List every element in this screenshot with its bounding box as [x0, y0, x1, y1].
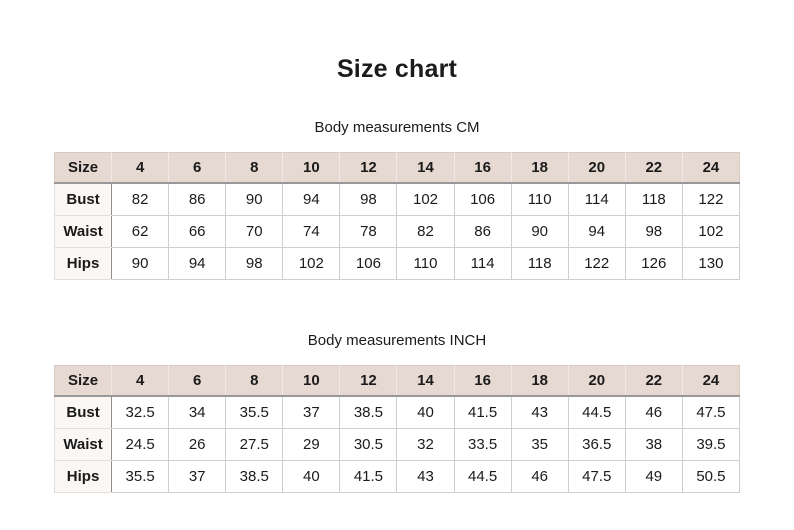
value-cell: 126 [625, 248, 682, 280]
header-row [55, 153, 740, 184]
value-cell: 27.5 [226, 429, 283, 461]
value-cell: 94 [169, 248, 226, 280]
row-label: Hips [55, 461, 112, 493]
value-cell: 62 [112, 216, 169, 248]
cm-table-subtitle: Body measurements CM [314, 119, 480, 136]
value-cell: 130 [682, 248, 739, 280]
size-column-header: 24 [682, 153, 739, 184]
value-cell: 90 [226, 183, 283, 216]
row-label: Bust [55, 183, 112, 216]
size-column-header: 4 [112, 153, 169, 184]
value-cell: 44.5 [454, 461, 511, 493]
inch-measurements-table [54, 365, 740, 493]
size-column-header: 6 [169, 366, 226, 397]
value-cell: 114 [568, 183, 625, 216]
value-cell: 49 [625, 461, 682, 493]
value-cell: 66 [169, 216, 226, 248]
value-cell: 118 [511, 248, 568, 280]
value-cell: 86 [454, 216, 511, 248]
value-cell: 24.5 [112, 429, 169, 461]
value-cell: 82 [112, 183, 169, 216]
table-row [55, 396, 740, 429]
inch-table-subtitle: Body measurements INCH [307, 332, 487, 349]
value-cell: 114 [454, 248, 511, 280]
value-cell: 98 [226, 248, 283, 280]
cm-measurements-section [0, 120, 794, 280]
value-cell: 90 [511, 216, 568, 248]
size-column-header: 12 [340, 366, 397, 397]
value-cell: 46 [625, 396, 682, 429]
row-label: Bust [55, 396, 112, 429]
size-column-header: 16 [454, 153, 511, 184]
value-cell: 94 [283, 183, 340, 216]
size-column-header: 16 [454, 366, 511, 397]
value-cell: 98 [340, 183, 397, 216]
header-row [55, 366, 740, 397]
size-column-header: 8 [226, 366, 283, 397]
value-cell: 37 [283, 396, 340, 429]
value-cell: 37 [169, 461, 226, 493]
value-cell: 35.5 [226, 396, 283, 429]
value-cell: 47.5 [682, 396, 739, 429]
size-column-header: 6 [169, 153, 226, 184]
row-label: Waist [55, 216, 112, 248]
value-cell: 94 [568, 216, 625, 248]
value-cell: 74 [283, 216, 340, 248]
size-column-header: 22 [625, 366, 682, 397]
value-cell: 34 [169, 396, 226, 429]
size-column-header: 14 [397, 366, 454, 397]
value-cell: 35.5 [112, 461, 169, 493]
size-column-header: 24 [682, 366, 739, 397]
value-cell: 70 [226, 216, 283, 248]
value-cell: 98 [625, 216, 682, 248]
size-column-header: 8 [226, 153, 283, 184]
value-cell: 86 [169, 183, 226, 216]
value-cell: 102 [283, 248, 340, 280]
row-label: Hips [55, 248, 112, 280]
size-column-header: 20 [568, 366, 625, 397]
value-cell: 44.5 [568, 396, 625, 429]
table-row [55, 248, 740, 280]
size-header-cell: Size [55, 366, 112, 397]
value-cell: 41.5 [454, 396, 511, 429]
size-header-cell: Size [55, 153, 112, 184]
size-column-header: 14 [397, 153, 454, 184]
value-cell: 102 [682, 216, 739, 248]
value-cell: 102 [397, 183, 454, 216]
value-cell: 40 [397, 396, 454, 429]
value-cell: 90 [112, 248, 169, 280]
value-cell: 106 [454, 183, 511, 216]
value-cell: 26 [169, 429, 226, 461]
value-cell: 40 [283, 461, 340, 493]
size-column-header: 22 [625, 153, 682, 184]
value-cell: 36.5 [568, 429, 625, 461]
value-cell: 39.5 [682, 429, 739, 461]
value-cell: 106 [340, 248, 397, 280]
value-cell: 35 [511, 429, 568, 461]
value-cell: 29 [283, 429, 340, 461]
value-cell: 30.5 [340, 429, 397, 461]
value-cell: 38 [625, 429, 682, 461]
value-cell: 32 [397, 429, 454, 461]
size-column-header: 10 [283, 366, 340, 397]
value-cell: 32.5 [112, 396, 169, 429]
size-column-header: 12 [340, 153, 397, 184]
row-label: Waist [55, 429, 112, 461]
table-row [55, 429, 740, 461]
value-cell: 82 [397, 216, 454, 248]
value-cell: 41.5 [340, 461, 397, 493]
value-cell: 46 [511, 461, 568, 493]
value-cell: 50.5 [682, 461, 739, 493]
value-cell: 38.5 [226, 461, 283, 493]
table-row [55, 183, 740, 216]
value-cell: 43 [511, 396, 568, 429]
value-cell: 110 [397, 248, 454, 280]
table-row [55, 461, 740, 493]
size-column-header: 20 [568, 153, 625, 184]
value-cell: 122 [568, 248, 625, 280]
inch-measurements-section [0, 333, 794, 493]
value-cell: 43 [397, 461, 454, 493]
size-column-header: 10 [283, 153, 340, 184]
value-cell: 38.5 [340, 396, 397, 429]
cm-measurements-table [54, 152, 740, 280]
value-cell: 110 [511, 183, 568, 216]
value-cell: 122 [682, 183, 739, 216]
value-cell: 33.5 [454, 429, 511, 461]
size-column-header: 4 [112, 366, 169, 397]
table-row [55, 216, 740, 248]
size-column-header: 18 [511, 153, 568, 184]
page-title: Size chart [336, 55, 458, 83]
value-cell: 47.5 [568, 461, 625, 493]
value-cell: 78 [340, 216, 397, 248]
size-column-header: 18 [511, 366, 568, 397]
value-cell: 118 [625, 183, 682, 216]
